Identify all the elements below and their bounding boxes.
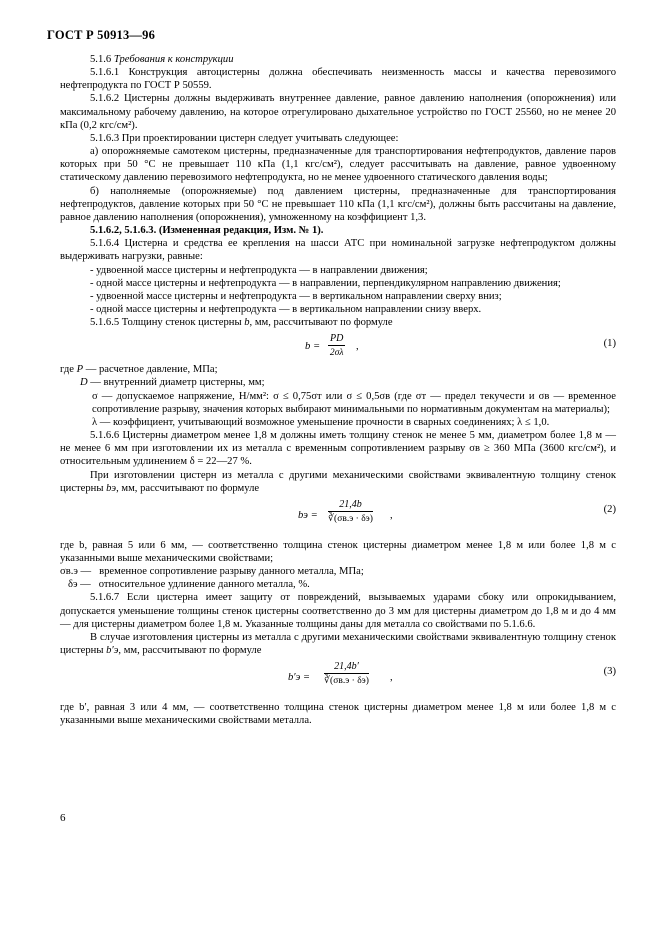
where-p: где P — расчетное давление, МПа; xyxy=(60,364,218,376)
formula-number: (2) xyxy=(603,503,616,515)
paragraph-equivalent-thickness-2: В случае изготовления цистерны из металла с другими механическими свойствами эквивалентную толщину стенок цистерны b′э, мм, рассчитывают по формуле xyxy=(60,631,616,657)
formula-2: bэ = 21,4b ∛(σв.э · δэ) , (2) xyxy=(298,498,616,524)
def-delta-e: δэ — относительное удлинение данного металла, %. xyxy=(68,579,310,591)
section-number: 5.1.6 xyxy=(90,54,112,65)
formula-3: b′э = 21,4b′ ∛(σв.э · δэ) , (3) xyxy=(288,661,616,687)
paragraph-equivalent-thickness: При изготовлении цистерн из металла с другими механическими свойствами эквивалентную толщину стенок цистерны bэ, мм, рассчитывают по формуле xyxy=(60,469,616,494)
list-item: - удвоенной массе цистерны и нефтепродукта — в вертикальном направлении сверху вниз; xyxy=(90,290,502,302)
def-sigma-ve: σв.э — временное сопротивление разрыву данного металла, МПа; xyxy=(60,566,364,578)
paragraph-5-1-6-4: 5.1.6.4 Цистерна и средства ее крепления на шасси АТС при номинальной загрузке нефтепродуктом должны выдерживать нагрузки, равные: xyxy=(60,238,616,263)
paragraph-5-1-6-6: 5.1.6.6 Цистерны диаметром менее 1,8 м должны иметь толщину стенок не менее 5 мм, диаметром более 1,8 м — не менее 6 мм при изготовлении их из металла с временным сопротивлением разрыву σв ≥ 360 МПа (3600 кгс/см²), и относительным удлинением δ = 22—27 %. xyxy=(60,430,616,468)
formula-number: (3) xyxy=(603,666,616,678)
formula-number: (1) xyxy=(603,338,616,350)
def-d: D — внутренний диаметр цистерны, мм; xyxy=(80,377,265,389)
page-number: 6 xyxy=(60,812,66,824)
paragraph-5-1-6-7: 5.1.6.7 Если цистерна имеет защиту от повреждений, вызываемых ударами сбоку или опрокидыванием, допускается уменьшение толщины стенок цистерны соответственно до 3 мм для цистерны диаметром до 1,8 м и до 4 мм — для цистерны диаметром более 1,8 м. Указанные толщины даны для металла со свойствами по 5.1.6.6. xyxy=(60,592,616,630)
list-item: - одной массе цистерны и нефтепродукта — в вертикальном направлении снизу вверх. xyxy=(90,303,482,315)
list-item: - удвоенной массе цистерны и нефтепродукта — в направлении движения; xyxy=(90,264,428,276)
standard-header: ГОСТ Р 50913—96 xyxy=(47,28,156,42)
definitions xyxy=(60,376,616,429)
paragraph-5-1-6-1: 5.1.6.1 Конструкция автоцистерны должна обеспечивать неизменность массы и качества перевозимого нефтепродукта по ГОСТ Р 50559. xyxy=(60,67,616,92)
paragraph-5-1-6-2: 5.1.6.2 Цистерны должны выдерживать внутреннее давление, равное давлению наполнения (опорожнения) или максимальному рабочему давлению, на которое отрегулировано дыхательное устройство по ГОСТ 25560, но не менее 20 кПа (0,2 кгс/см²). xyxy=(60,93,616,131)
document-body xyxy=(60,53,616,728)
paragraph-5-1-6-3-b: б) наполняемые (опорожняемые) под давлением цистерны, предназначенные для транспортирования нефтепродуктов, давление которых при 50 °С не превышает 110 кПа (1,1 кгс/см²), должны быть рассчитаны на давление, равное давлению наполнения (опорожнения), умноженному на коэффициент 1,3. xyxy=(60,185,616,223)
section-heading xyxy=(60,53,616,66)
where-b-prime: где b′, равная 3 или 4 мм, — соответственно толщина стенок цистерны диаметром менее 1,8 м или более 1,8 м с указанными выше механическими свойствами металла. xyxy=(60,702,616,727)
change-note: 5.1.6.2, 5.1.6.3. (Измененная редакция, Изм. № 1). xyxy=(90,225,324,237)
paragraph-5-1-6-5: 5.1.6.5 Толщину стенок цистерны b, мм, рассчитывают по формуле xyxy=(90,317,393,329)
def-lambda: λ — коэффициент, учитывающий возможное уменьшение прочности в сварных соединениях; λ ≤ 1,0. xyxy=(92,416,550,428)
formula-1: b = $\frac{PD}{2\sigma\lambda}$ , (1) xyxy=(305,333,616,359)
def-sigma: σ — допускаемое напряжение, Н/мм²: σ ≤ 0,75σт или σ ≤ 0,5σв (где σт — предел текучести и σв — временное сопротивление разрыву, значения которых выбирают минимальными по нормативным документам на материалы); xyxy=(92,390,616,415)
paragraph-5-1-6-3: 5.1.6.3 При проектировании цистерн следует учитывать следующее: xyxy=(90,132,399,144)
list-item: - одной массе цистерны и нефтепродукта — в направлении, перпендикулярном направлению движения; xyxy=(90,277,561,289)
where-b: где b, равная 5 или 6 мм, — соответственно толщина стенок цистерны диаметром менее 1,8 м или более 1,8 м с указанными выше механическими свойствами; xyxy=(60,539,616,564)
section-title: Требования к конструкции xyxy=(113,54,234,65)
paragraph-5-1-6-3-a: а) опорожняемые самотеком цистерны, предназначенные для транспортирования нефтепродуктов, давление паров которых при 50 °С не превышает 110 кПа (1,1 кгс/см²), следует рассчитывать на давление, равное удвоенному статическому давлению перевозимого нефтепродукта, но не менее удвоенного статического давления воды; xyxy=(60,146,616,184)
